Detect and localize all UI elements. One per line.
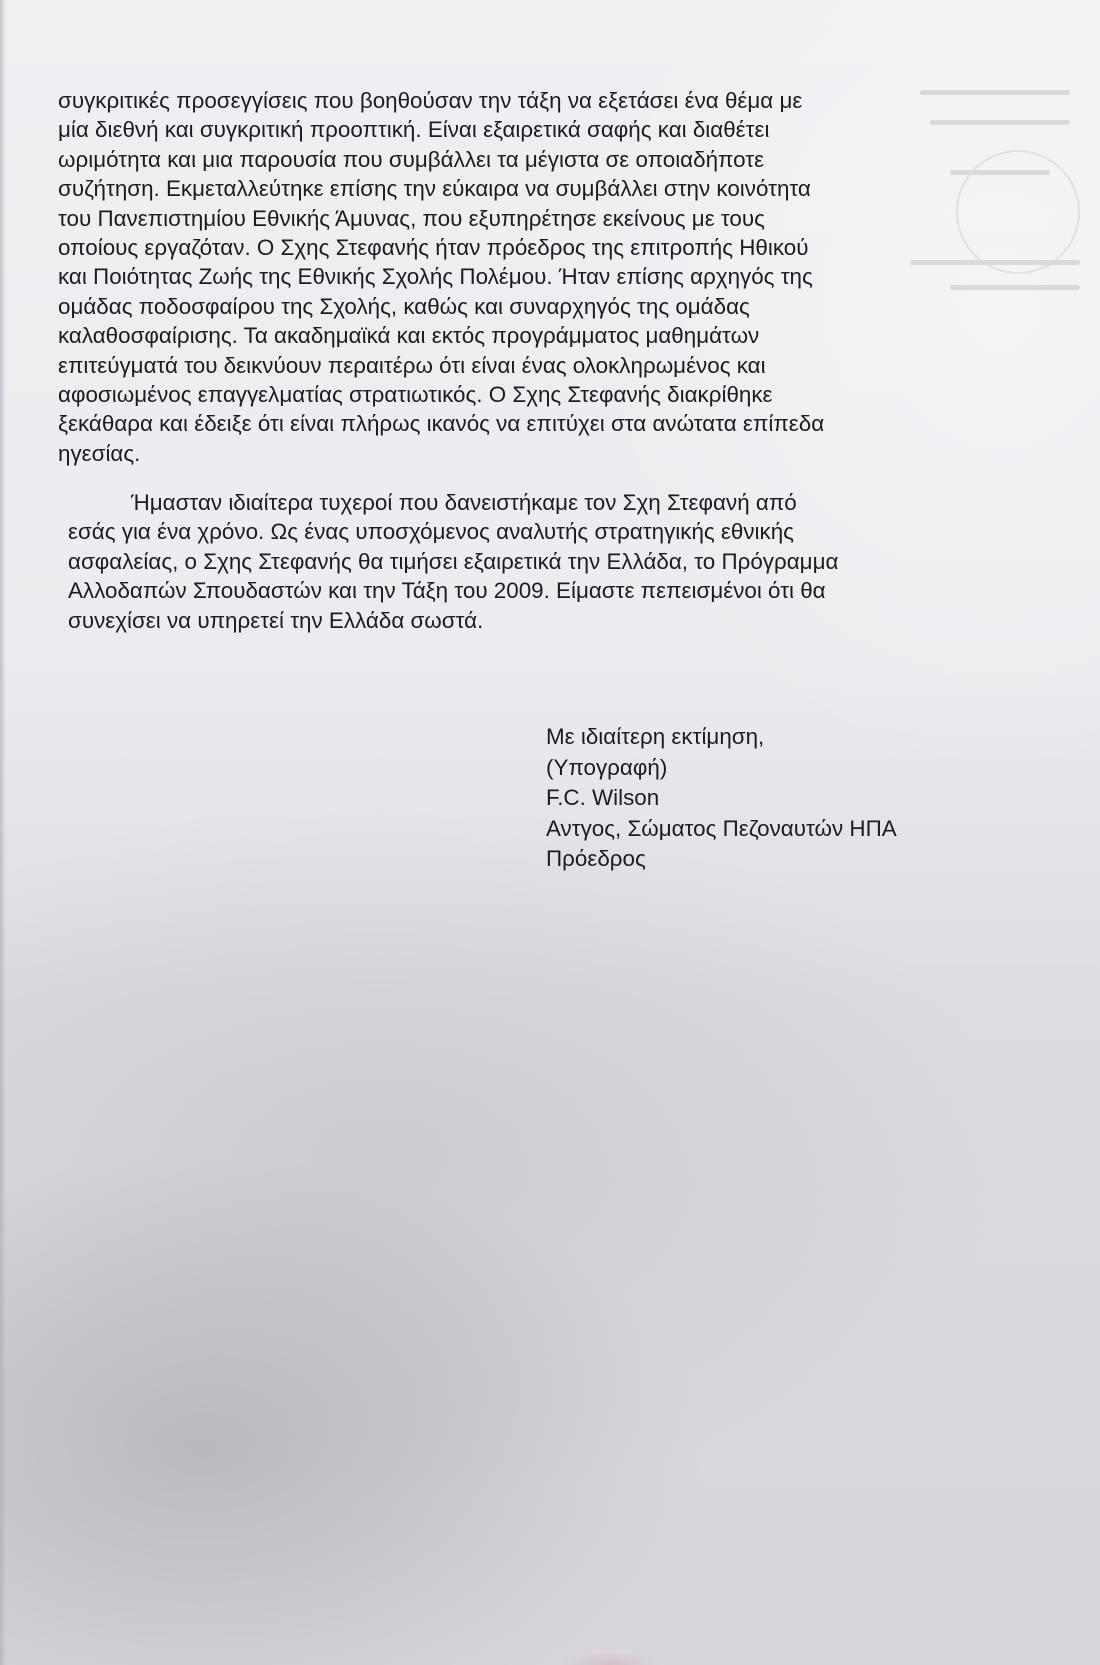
paragraph-2-line: συνεχίσει να υπηρετεί την Ελλάδα σωστά.: [68, 607, 484, 633]
paper-mark: [560, 1640, 660, 1665]
paragraph-1-line: συζήτηση. Εκμεταλλεύτηκε επίσης την εύκαιρα να συμβάλλει στην κοινότητα: [58, 176, 811, 202]
paragraph-2-line: Αλλοδαπών Σπουδαστών και την Τάξη του 2009. Είμαστε πεπεισμένοι ότι θα: [68, 578, 826, 604]
paragraph-2-line: εσάς για ένα χρόνο. Ως ένας υποσχόμενος αναλυτής στρατηγικής εθνικής: [68, 519, 794, 545]
paragraph-1-line: καλαθοσφαίρισης. Τα ακαδημαϊκά και εκτός προγράμματος μαθημάτων: [58, 323, 760, 349]
paragraph-1-line: και Ποιότητας Ζωής της Εθνικής Σχολής Πολέμου. Ήταν επίσης αρχηγός της: [58, 264, 813, 290]
paragraph-2-line: Ήμασταν ιδιαίτερα τυχεροί που δανειστήκαμε τον Σχη Στεφανή από: [131, 490, 797, 515]
paragraph-1-line: ξεκάθαρα και έδειξε ότι είναι πλήρως ικανός να επιτύχει στα ανώτατα επίπεδα: [58, 411, 825, 437]
paragraph-1-line: ομάδας ποδοσφαίρου της Σχολής, καθώς και συναρχηγός της ομάδας: [58, 293, 750, 319]
paragraph-2-line: ασφαλείας, ο Σχης Στεφανής θα τιμήσει εξαιρετικά την Ελλάδα, το Πρόγραμμα: [68, 548, 839, 574]
paragraph-1-line: συγκριτικές προσεγγίσεις που βοηθούσαν την τάξη να εξετάσει ένα θέμα με: [58, 88, 803, 113]
paragraph-1: [58, 86, 963, 468]
paragraph-1-line: ηγεσίας.: [58, 440, 141, 466]
paragraph-1-line: ωριμότητα και μια παρουσία που συμβάλλει τα μέγιστα σε οποιαδήποτε: [58, 146, 765, 172]
closing-salutation: Με ιδιαίτερη εκτίμηση,: [546, 724, 765, 749]
paragraph-1-line: μία διεθνή και συγκριτική προοπτική. Είναι εξαιρετικά σαφής και διαθέτει: [58, 117, 770, 143]
signature-placeholder: (Υπογραφή): [546, 754, 668, 780]
signature-block: [546, 722, 897, 875]
paragraph-1-line: οποίους εργαζόταν. Ο Σχης Στεφανής ήταν πρόεδρος της επιτροπής Ηθικού: [58, 235, 809, 261]
paragraph-1-line: αφοσιωμένος επαγγελματίας στρατιωτικός. Ο Σχης Στεφανής διακρίθηκε: [58, 382, 773, 408]
paragraph-2: [68, 488, 968, 635]
signatory-rank: Αντγος, Σώματος Πεζοναυτών ΗΠΑ: [546, 815, 897, 841]
scan-edge-shadow: [0, 0, 6, 1665]
paragraph-1-line: του Πανεπιστημίου Εθνικής Άμυνας, που εξυπηρέτησε εκείνους με τους: [58, 205, 765, 231]
signatory-name: F.C. Wilson: [546, 785, 660, 810]
paragraph-1-line: επιτεύγματά του δεικνύουν περαιτέρω ότι είναι ένας ολοκληρωμένος και: [58, 352, 766, 378]
signatory-title: Πρόεδρος: [546, 846, 646, 871]
